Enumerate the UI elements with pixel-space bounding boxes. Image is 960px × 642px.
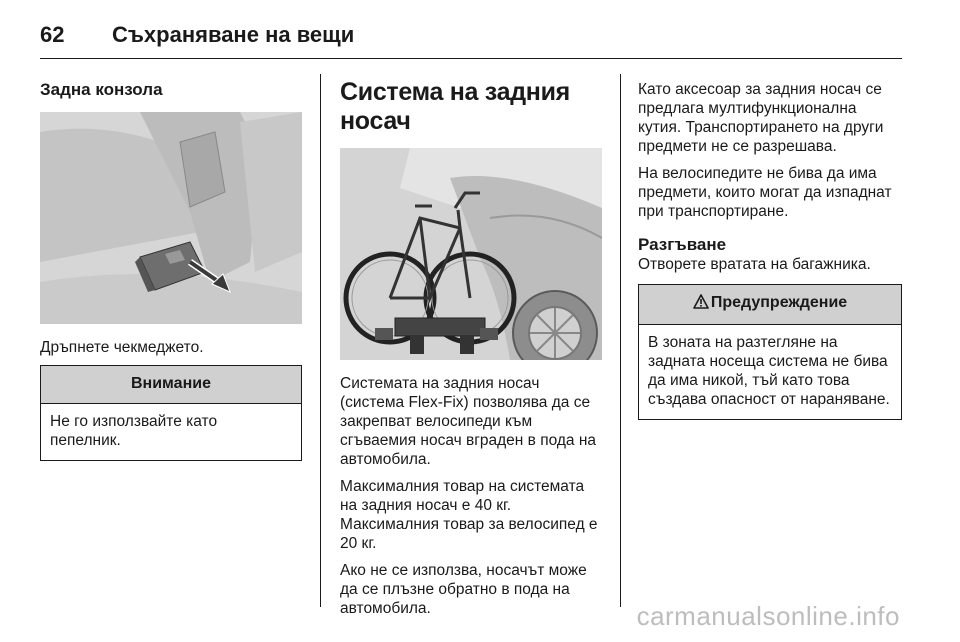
rear-console-illustration — [40, 112, 302, 324]
carrier-paragraph-2: Максималния товар на системата на задния носач е 40 кг. Максималния товар за велосипед е 20 кг. — [340, 478, 598, 552]
notice-title: Внимание — [41, 366, 301, 404]
carrier-paragraph-1: Системата на задния носач (система Flex-Fix) позволява да се закрепват велосипеди към сгъваемия носач вграден в пода на автомобила. — [340, 375, 597, 468]
unfold-instruction: Отворете вратата на багажника. — [638, 256, 871, 273]
page-title: Съхраняване на вещи — [112, 22, 355, 47]
page-number: 62 — [40, 22, 65, 47]
page-header — [40, 22, 354, 48]
header-divider — [40, 58, 902, 59]
warning-box — [638, 284, 902, 420]
notice-text: Не го използвайте като пепелник. — [50, 413, 218, 449]
warning-text: В зоната на разтегляне на задната носеща система не бива да има никой, тъй като това създава опасност от нараняване. — [648, 334, 890, 408]
column-divider-1 — [320, 74, 321, 607]
column-1 — [40, 74, 302, 461]
watermark: carmanualsonline.info — [636, 601, 900, 631]
bikes-paragraph: На велосипедите не бива да има предмети, които могат да изпаднат при транспортиране. — [638, 165, 892, 220]
warning-title: Предупреждение — [710, 294, 848, 311]
caption-pull-drawer: Дръпнете чекмеджето. — [40, 339, 204, 356]
column-3 — [638, 74, 902, 420]
section-heading-rear-console: Задна конзола — [40, 80, 163, 99]
column-2 — [340, 74, 602, 626]
accessory-paragraph: Като аксесоар за задния носач се предлага мултифункционална кутия. Транспортирането на други предмети не се разрешава. — [638, 81, 884, 155]
column-divider-2 — [620, 74, 621, 607]
section-heading-rear-carrier: Система на задния носач — [340, 78, 570, 135]
carrier-paragraph-3: Ако не се използва, носачът може да се плъзне обратно в пода на автомобила. — [340, 562, 587, 617]
bike-carrier-illustration — [340, 148, 602, 360]
notice-box — [40, 365, 302, 461]
warning-triangle-icon — [693, 294, 709, 314]
unfold-heading: Разгъване — [638, 235, 727, 254]
